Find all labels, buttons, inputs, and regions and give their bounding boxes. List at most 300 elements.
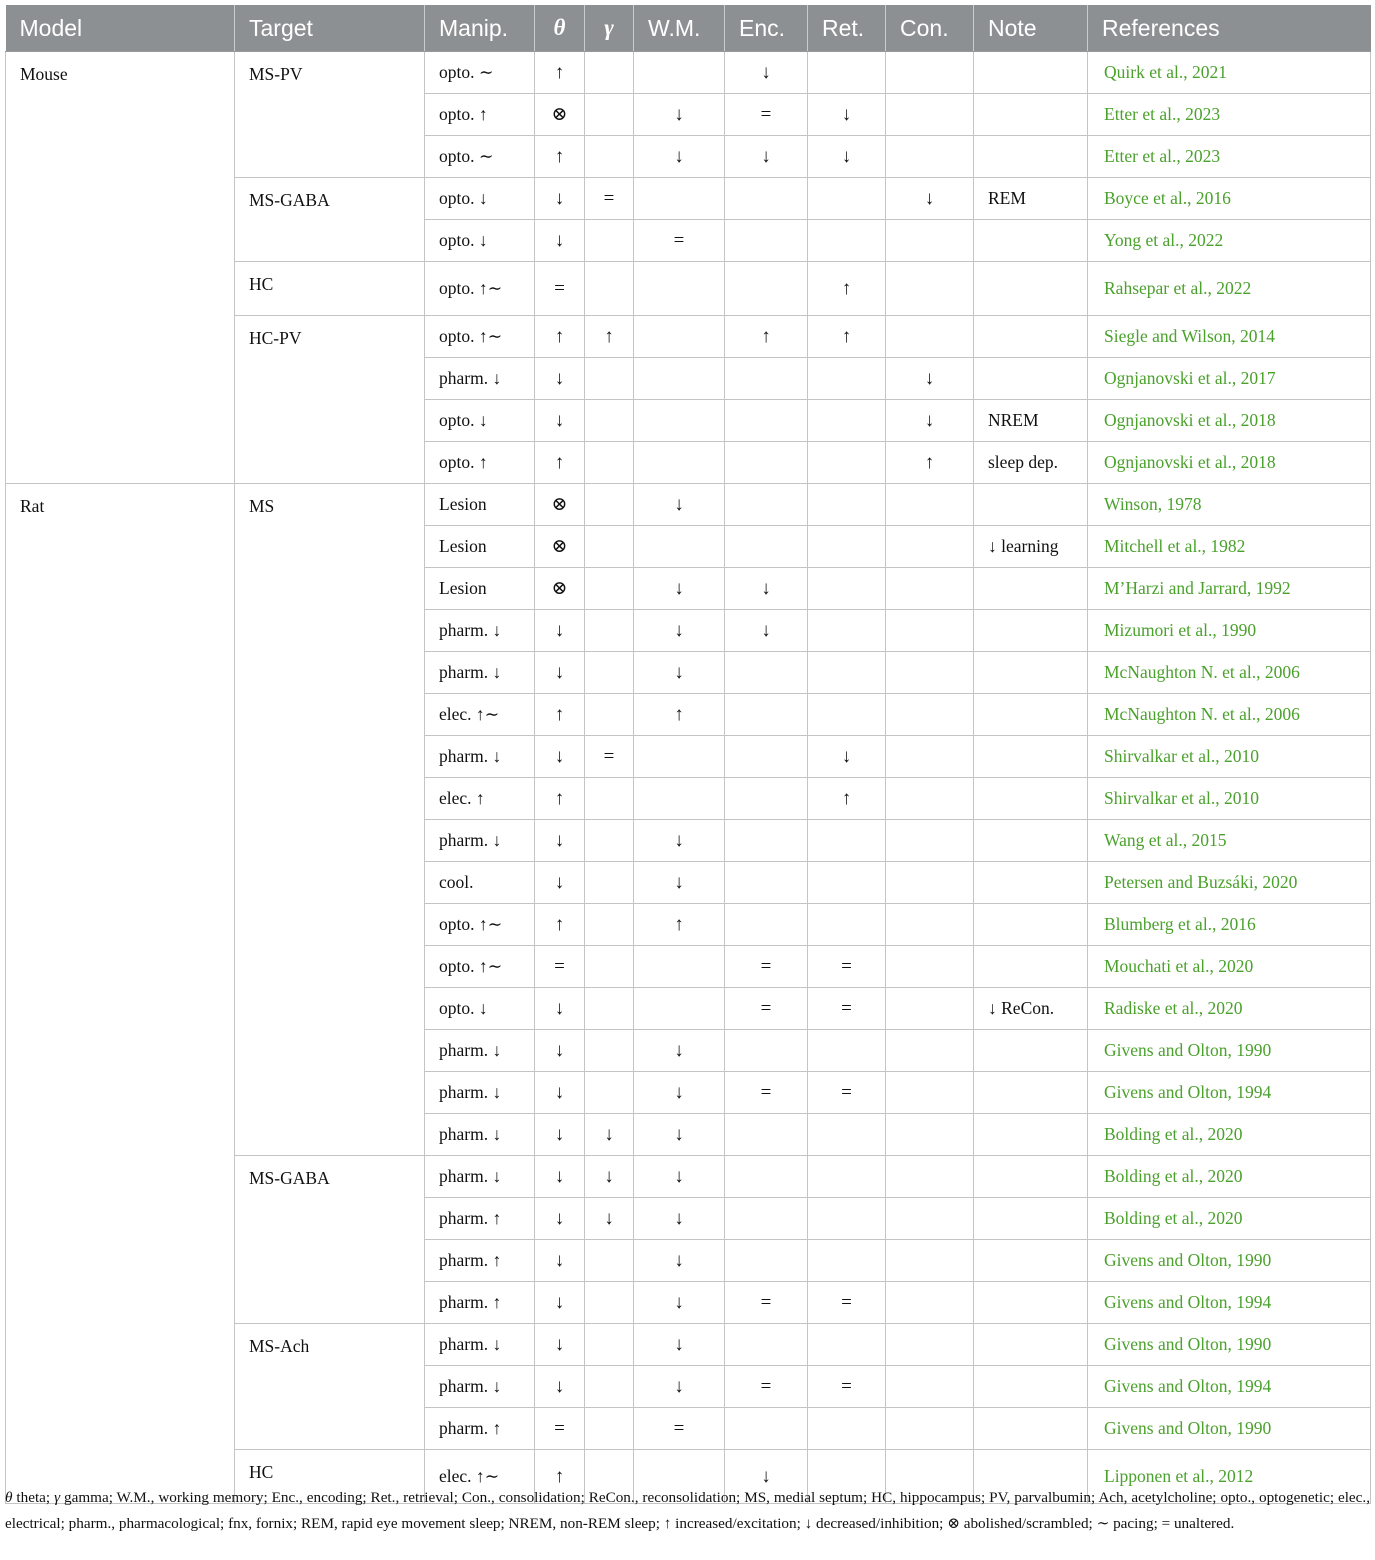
- manip-cell: elec. ↑: [425, 778, 535, 820]
- manip-cell: opto. ↓: [425, 178, 535, 220]
- target-cell: MS-PV: [235, 52, 425, 178]
- table-row: [6, 484, 1371, 526]
- reference-cell: Givens and Olton, 1994: [1088, 1282, 1371, 1324]
- ret-cell: [808, 52, 886, 94]
- enc-cell: [725, 1030, 808, 1072]
- gamma-cell: [585, 262, 634, 316]
- ret-cell: [808, 1198, 886, 1240]
- gamma-cell: =: [585, 736, 634, 778]
- model-cell: Rat: [6, 484, 235, 1504]
- wm-cell: [634, 52, 725, 94]
- gamma-cell: [585, 694, 634, 736]
- theta-cell: ↑: [535, 904, 585, 946]
- note-cell: [974, 1156, 1088, 1198]
- wm-cell: ↓: [634, 94, 725, 136]
- ret-cell: ↓: [808, 136, 886, 178]
- theta-cell: ↓: [535, 1198, 585, 1240]
- col-model: Model: [6, 5, 235, 52]
- theta-cell: ↓: [535, 1282, 585, 1324]
- manip-cell: opto. ↑: [425, 94, 535, 136]
- note-cell: [974, 1240, 1088, 1282]
- manip-cell: pharm. ↓: [425, 610, 535, 652]
- reference-cell: Mizumori et al., 1990: [1088, 610, 1371, 652]
- manip-cell: Lesion: [425, 484, 535, 526]
- reference-cell: Yong et al., 2022: [1088, 220, 1371, 262]
- reference-cell: Boyce et al., 2016: [1088, 178, 1371, 220]
- enc-cell: ↑: [725, 316, 808, 358]
- note-cell: [974, 1198, 1088, 1240]
- gamma-cell: [585, 136, 634, 178]
- reference-cell: Givens and Olton, 1990: [1088, 1240, 1371, 1282]
- manip-cell: opto. ↑∼: [425, 904, 535, 946]
- con-cell: [886, 610, 974, 652]
- theta-cell: ↑: [535, 694, 585, 736]
- note-cell: [974, 52, 1088, 94]
- col-note: Note: [974, 5, 1088, 52]
- table-row: [6, 52, 1371, 94]
- target-cell: MS: [235, 484, 425, 1156]
- manip-cell: pharm. ↓: [425, 1366, 535, 1408]
- note-cell: [974, 610, 1088, 652]
- enc-cell: [725, 820, 808, 862]
- enc-cell: [725, 484, 808, 526]
- reference-cell: Rahsepar et al., 2022: [1088, 262, 1371, 316]
- gamma-cell: [585, 820, 634, 862]
- gamma-cell: [585, 400, 634, 442]
- wm-cell: ↑: [634, 694, 725, 736]
- wm-cell: [634, 736, 725, 778]
- wm-cell: [634, 178, 725, 220]
- ret-cell: [808, 484, 886, 526]
- wm-cell: [634, 262, 725, 316]
- wm-cell: ↓: [634, 1366, 725, 1408]
- gamma-cell: [585, 862, 634, 904]
- gamma-cell: [585, 610, 634, 652]
- footnote-theta-symbol: θ: [5, 1489, 13, 1506]
- gamma-cell: [585, 1282, 634, 1324]
- reference-cell: Siegle and Wilson, 2014: [1088, 316, 1371, 358]
- manip-cell: pharm. ↓: [425, 1072, 535, 1114]
- col-manip: Manip.: [425, 5, 535, 52]
- wm-cell: ↓: [634, 136, 725, 178]
- gamma-cell: [585, 1366, 634, 1408]
- reference-cell: Givens and Olton, 1990: [1088, 1408, 1371, 1450]
- ret-cell: [808, 442, 886, 484]
- manip-cell: pharm. ↓: [425, 1114, 535, 1156]
- gamma-cell: ↑: [585, 316, 634, 358]
- ret-cell: [808, 1030, 886, 1072]
- manip-cell: pharm. ↓: [425, 736, 535, 778]
- ret-cell: [808, 568, 886, 610]
- theta-cell: ↓: [535, 220, 585, 262]
- reference-cell: Givens and Olton, 1994: [1088, 1366, 1371, 1408]
- reference-cell: Quirk et al., 2021: [1088, 52, 1371, 94]
- reference-cell: McNaughton N. et al., 2006: [1088, 652, 1371, 694]
- reference-cell: Blumberg et al., 2016: [1088, 904, 1371, 946]
- con-cell: [886, 862, 974, 904]
- theta-cell: ↑: [535, 1450, 585, 1504]
- con-cell: [886, 694, 974, 736]
- wm-cell: ↓: [634, 652, 725, 694]
- enc-cell: =: [725, 1282, 808, 1324]
- model-cell: Mouse: [6, 52, 235, 484]
- gamma-cell: [585, 652, 634, 694]
- note-cell: [974, 1030, 1088, 1072]
- results-table: [5, 5, 1371, 1504]
- ret-cell: =: [808, 988, 886, 1030]
- ret-cell: [808, 862, 886, 904]
- enc-cell: ↓: [725, 52, 808, 94]
- wm-cell: [634, 358, 725, 400]
- col-con: Con.: [886, 5, 974, 52]
- reference-cell: Ognjanovski et al., 2017: [1088, 358, 1371, 400]
- theta-cell: ↓: [535, 1030, 585, 1072]
- target-cell: HC: [235, 1450, 425, 1504]
- note-cell: [974, 1408, 1088, 1450]
- wm-cell: ↓: [634, 1240, 725, 1282]
- reference-cell: Ognjanovski et al., 2018: [1088, 400, 1371, 442]
- ret-cell: [808, 652, 886, 694]
- note-cell: [974, 358, 1088, 400]
- reference-cell: McNaughton N. et al., 2006: [1088, 694, 1371, 736]
- ret-cell: ↑: [808, 262, 886, 316]
- enc-cell: [725, 1156, 808, 1198]
- note-cell: ↓ ReCon.: [974, 988, 1088, 1030]
- gamma-cell: [585, 220, 634, 262]
- enc-cell: [725, 220, 808, 262]
- theta-cell: ↓: [535, 1114, 585, 1156]
- note-cell: [974, 220, 1088, 262]
- reference-cell: Lipponen et al., 2012: [1088, 1450, 1371, 1504]
- con-cell: ↓: [886, 178, 974, 220]
- con-cell: [886, 1114, 974, 1156]
- theta-cell: =: [535, 1408, 585, 1450]
- note-cell: [974, 904, 1088, 946]
- wm-cell: ↓: [634, 568, 725, 610]
- note-cell: [974, 778, 1088, 820]
- theta-cell: ↑: [535, 442, 585, 484]
- con-cell: [886, 262, 974, 316]
- note-cell: [974, 136, 1088, 178]
- note-cell: sleep dep.: [974, 442, 1088, 484]
- ret-cell: [808, 820, 886, 862]
- gamma-cell: [585, 442, 634, 484]
- reference-cell: Etter et al., 2023: [1088, 136, 1371, 178]
- gamma-cell: =: [585, 178, 634, 220]
- gamma-cell: [585, 1072, 634, 1114]
- reference-cell: Givens and Olton, 1994: [1088, 1072, 1371, 1114]
- theta-cell: ⊗: [535, 526, 585, 568]
- ret-cell: ↓: [808, 94, 886, 136]
- con-cell: ↑: [886, 442, 974, 484]
- wm-cell: ↓: [634, 820, 725, 862]
- con-cell: [886, 1156, 974, 1198]
- ret-cell: [808, 526, 886, 568]
- target-cell: HC: [235, 262, 425, 316]
- footnote-text-1: theta;: [12, 1489, 55, 1506]
- theta-cell: =: [535, 946, 585, 988]
- enc-cell: ↓: [725, 568, 808, 610]
- note-cell: [974, 568, 1088, 610]
- manip-cell: opto. ∼: [425, 136, 535, 178]
- col-theta: θ: [535, 5, 585, 52]
- wm-cell: ↓: [634, 610, 725, 652]
- con-cell: [886, 1240, 974, 1282]
- gamma-cell: [585, 946, 634, 988]
- target-cell: HC-PV: [235, 316, 425, 484]
- con-cell: [886, 568, 974, 610]
- ret-cell: [808, 610, 886, 652]
- footnote-text-2: gamma; W.M., working memory; Enc., encoding; Ret., retrieval; Con., consolidation; ReCon., reconsolidation; MS, medial septum; HC, hippocampus; PV, parvalbumin; Ach, acetylcholine; opto., optogenetic; elec., electrical; pharm., pharmacological; fnx, fornix; REM, rapid eye movement sleep; NREM, non-REM sleep; ↑ increased/excitation; ↓ decreased/inhibition; ⊗ abolished/scrambled; ∼ pacing; = unaltered.: [5, 1489, 1371, 1532]
- wm-cell: [634, 442, 725, 484]
- enc-cell: =: [725, 94, 808, 136]
- manip-cell: elec. ↑∼: [425, 1450, 535, 1504]
- gamma-cell: [585, 94, 634, 136]
- note-cell: REM: [974, 178, 1088, 220]
- manip-cell: opto. ∼: [425, 52, 535, 94]
- note-cell: [974, 694, 1088, 736]
- theta-cell: ⊗: [535, 568, 585, 610]
- manip-cell: opto. ↓: [425, 220, 535, 262]
- ret-cell: [808, 358, 886, 400]
- enc-cell: =: [725, 946, 808, 988]
- theta-cell: ↑: [535, 136, 585, 178]
- enc-cell: =: [725, 1366, 808, 1408]
- gamma-cell: ↓: [585, 1198, 634, 1240]
- manip-cell: pharm. ↑: [425, 1408, 535, 1450]
- manip-cell: opto. ↓: [425, 400, 535, 442]
- wm-cell: ↓: [634, 1072, 725, 1114]
- con-cell: [886, 1198, 974, 1240]
- reference-cell: Ognjanovski et al., 2018: [1088, 442, 1371, 484]
- ret-cell: [808, 1240, 886, 1282]
- reference-cell: Mitchell et al., 1982: [1088, 526, 1371, 568]
- manip-cell: opto. ↑∼: [425, 262, 535, 316]
- target-cell: MS-GABA: [235, 1156, 425, 1324]
- gamma-cell: [585, 568, 634, 610]
- con-cell: [886, 484, 974, 526]
- enc-cell: [725, 778, 808, 820]
- note-cell: [974, 1366, 1088, 1408]
- ret-cell: [808, 220, 886, 262]
- enc-cell: [725, 442, 808, 484]
- theta-cell: ↓: [535, 358, 585, 400]
- ret-cell: ↑: [808, 778, 886, 820]
- manip-cell: pharm. ↑: [425, 1282, 535, 1324]
- enc-cell: =: [725, 988, 808, 1030]
- note-cell: [974, 94, 1088, 136]
- manip-cell: cool.: [425, 862, 535, 904]
- manip-cell: pharm. ↓: [425, 1156, 535, 1198]
- wm-cell: ↓: [634, 1156, 725, 1198]
- wm-cell: [634, 778, 725, 820]
- reference-cell: Etter et al., 2023: [1088, 94, 1371, 136]
- theta-cell: ↓: [535, 1240, 585, 1282]
- gamma-cell: [585, 358, 634, 400]
- reference-cell: Wang et al., 2015: [1088, 820, 1371, 862]
- theta-cell: ↓: [535, 988, 585, 1030]
- gamma-cell: [585, 52, 634, 94]
- ret-cell: [808, 1114, 886, 1156]
- enc-cell: [725, 178, 808, 220]
- enc-cell: [725, 400, 808, 442]
- enc-cell: [725, 1408, 808, 1450]
- col-gamma: γ: [585, 5, 634, 52]
- enc-cell: [725, 1198, 808, 1240]
- manip-cell: pharm. ↓: [425, 358, 535, 400]
- manip-cell: pharm. ↓: [425, 652, 535, 694]
- ret-cell: =: [808, 1366, 886, 1408]
- con-cell: [886, 652, 974, 694]
- wm-cell: [634, 946, 725, 988]
- theta-cell: ↓: [535, 610, 585, 652]
- con-cell: [886, 778, 974, 820]
- col-wm: W.M.: [634, 5, 725, 52]
- theta-cell: ↓: [535, 652, 585, 694]
- con-cell: [886, 316, 974, 358]
- wm-cell: =: [634, 220, 725, 262]
- wm-cell: ↓: [634, 1324, 725, 1366]
- theta-cell: ↑: [535, 778, 585, 820]
- footnote-gamma-symbol: γ: [54, 1489, 61, 1506]
- target-cell: MS-GABA: [235, 178, 425, 262]
- ret-cell: =: [808, 1282, 886, 1324]
- enc-cell: ↓: [725, 610, 808, 652]
- theta-cell: ↓: [535, 820, 585, 862]
- con-cell: [886, 1324, 974, 1366]
- gamma-cell: [585, 1408, 634, 1450]
- con-cell: ↓: [886, 400, 974, 442]
- con-cell: [886, 1408, 974, 1450]
- enc-cell: [725, 358, 808, 400]
- theta-cell: =: [535, 262, 585, 316]
- theta-cell: ⊗: [535, 484, 585, 526]
- wm-cell: ↓: [634, 484, 725, 526]
- reference-cell: Winson, 1978: [1088, 484, 1371, 526]
- con-cell: [886, 1030, 974, 1072]
- theta-cell: ↓: [535, 400, 585, 442]
- theta-cell: ↑: [535, 316, 585, 358]
- ret-cell: ↓: [808, 736, 886, 778]
- manip-cell: opto. ↑∼: [425, 316, 535, 358]
- reference-cell: Bolding et al., 2020: [1088, 1198, 1371, 1240]
- enc-cell: [725, 694, 808, 736]
- con-cell: [886, 820, 974, 862]
- wm-cell: [634, 316, 725, 358]
- wm-cell: ↓: [634, 1030, 725, 1072]
- enc-cell: [725, 1324, 808, 1366]
- wm-cell: [634, 988, 725, 1030]
- manip-cell: Lesion: [425, 568, 535, 610]
- wm-cell: ↓: [634, 862, 725, 904]
- enc-cell: [725, 1240, 808, 1282]
- gamma-cell: [585, 526, 634, 568]
- gamma-cell: [585, 904, 634, 946]
- note-cell: NREM: [974, 400, 1088, 442]
- enc-cell: ↓: [725, 1450, 808, 1504]
- manip-cell: pharm. ↓: [425, 820, 535, 862]
- con-cell: [886, 526, 974, 568]
- manip-cell: pharm. ↓: [425, 1030, 535, 1072]
- theta-cell: ↓: [535, 736, 585, 778]
- con-cell: [886, 1072, 974, 1114]
- manip-cell: pharm. ↑: [425, 1198, 535, 1240]
- ret-cell: =: [808, 946, 886, 988]
- con-cell: [886, 220, 974, 262]
- enc-cell: [725, 736, 808, 778]
- note-cell: [974, 262, 1088, 316]
- con-cell: [886, 946, 974, 988]
- col-enc: Enc.: [725, 5, 808, 52]
- wm-cell: [634, 400, 725, 442]
- wm-cell: ↓: [634, 1198, 725, 1240]
- note-cell: [974, 946, 1088, 988]
- gamma-cell: [585, 484, 634, 526]
- manip-cell: opto. ↑∼: [425, 946, 535, 988]
- gamma-cell: [585, 778, 634, 820]
- reference-cell: Givens and Olton, 1990: [1088, 1324, 1371, 1366]
- theta-cell: ↓: [535, 178, 585, 220]
- theta-cell: ↓: [535, 1156, 585, 1198]
- gamma-cell: ↓: [585, 1114, 634, 1156]
- con-cell: [886, 94, 974, 136]
- ret-cell: =: [808, 1072, 886, 1114]
- con-cell: [886, 736, 974, 778]
- con-cell: [886, 52, 974, 94]
- theta-cell: ↓: [535, 1072, 585, 1114]
- enc-cell: [725, 262, 808, 316]
- ret-cell: [808, 694, 886, 736]
- theta-cell: ↓: [535, 862, 585, 904]
- wm-cell: =: [634, 1408, 725, 1450]
- note-cell: ↓ learning: [974, 526, 1088, 568]
- table-body: [6, 52, 1371, 1504]
- reference-cell: Bolding et al., 2020: [1088, 1114, 1371, 1156]
- gamma-cell: [585, 1240, 634, 1282]
- gamma-cell: [585, 1324, 634, 1366]
- note-cell: [974, 862, 1088, 904]
- manip-cell: pharm. ↓: [425, 1324, 535, 1366]
- manip-cell: opto. ↑: [425, 442, 535, 484]
- note-cell: [974, 1114, 1088, 1156]
- wm-cell: [634, 526, 725, 568]
- ret-cell: [808, 1324, 886, 1366]
- note-cell: [974, 316, 1088, 358]
- reference-cell: Bolding et al., 2020: [1088, 1156, 1371, 1198]
- con-cell: [886, 1366, 974, 1408]
- ret-cell: [808, 178, 886, 220]
- enc-cell: [725, 862, 808, 904]
- enc-cell: [725, 526, 808, 568]
- ret-cell: [808, 904, 886, 946]
- reference-cell: Radiske et al., 2020: [1088, 988, 1371, 1030]
- note-cell: [974, 1282, 1088, 1324]
- con-cell: ↓: [886, 358, 974, 400]
- ret-cell: ↑: [808, 316, 886, 358]
- reference-cell: Shirvalkar et al., 2010: [1088, 778, 1371, 820]
- reference-cell: Petersen and Buzsáki, 2020: [1088, 862, 1371, 904]
- col-references: References: [1088, 5, 1371, 52]
- reference-cell: Shirvalkar et al., 2010: [1088, 736, 1371, 778]
- wm-cell: ↓: [634, 1114, 725, 1156]
- wm-cell: ↑: [634, 904, 725, 946]
- theta-cell: ↓: [535, 1366, 585, 1408]
- enc-cell: [725, 904, 808, 946]
- theta-cell: ↓: [535, 1324, 585, 1366]
- manip-cell: opto. ↓: [425, 988, 535, 1030]
- enc-cell: =: [725, 1072, 808, 1114]
- note-cell: [974, 484, 1088, 526]
